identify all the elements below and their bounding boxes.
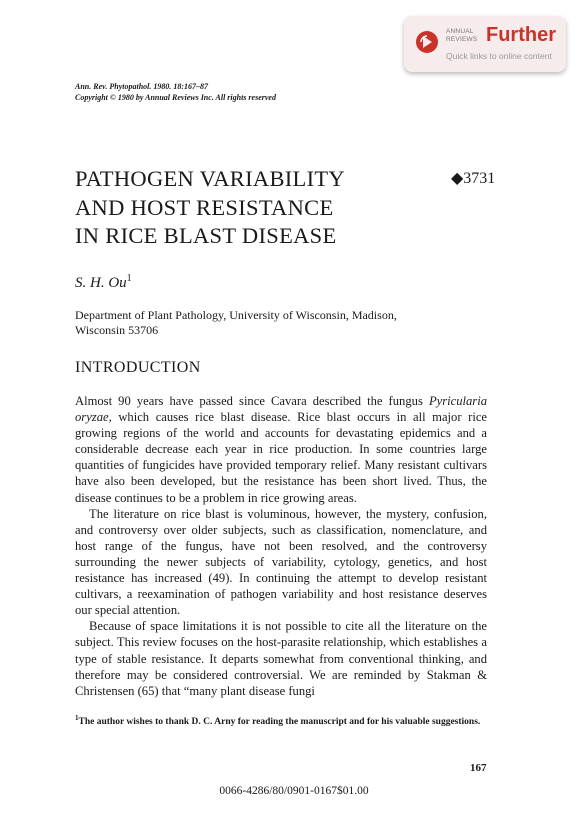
body-text — [75, 393, 487, 699]
paragraph-3: Because of space limitations it is not possible to cite all the literature on the subject. This review focuses on the host-parasite relationship, which establishes a type of stable resistance. It departs somewhat from conventional thinking, and therefore may be considered controversial. We are reminded by Stakman & Christensen (65) that “many plant disease fungi — [75, 619, 487, 698]
journal-header — [75, 81, 276, 103]
paragraph-2: The literature on rice blast is voluminous, however, the mystery, confusion, and controversy over older subjects, such as classification, nomenclature, and host range of the fungus, have not been resolved, and the controversy surrounding the newer subjects of variability, cytology, genetics, and host resistance has increased (49). In continuing the attempt to develop resistant cultivars, a reexamination of pathogen variability and host resistance deserves our special attention. — [75, 506, 487, 618]
section-heading: INTRODUCTION — [75, 359, 201, 376]
title-line: AND HOST RESISTANCE — [75, 194, 334, 220]
article-code: ◆3731 — [451, 170, 496, 187]
annual-reviews-logo-icon — [416, 31, 438, 53]
footnote-mark: 1 — [75, 714, 79, 722]
further-badge[interactable] — [404, 16, 566, 72]
doi-code: 0066-4286/80/0901-0167$01.00 — [219, 785, 369, 797]
footnote — [75, 712, 487, 729]
author-text: S. H. Ou — [75, 275, 127, 291]
article-title — [75, 165, 345, 251]
footnote-text: The author wishes to thank D. C. Arny for reading the manuscript and for his valuable suggestions. — [78, 717, 481, 728]
journal-citation: Ann. Rev. Phytopathol. 1980. 18:167–87 — [75, 82, 209, 91]
further-title[interactable]: Further — [486, 24, 556, 46]
affiliation — [75, 308, 495, 337]
page-number: 167 — [470, 762, 487, 774]
further-subtitle[interactable]: Quick links to online content — [446, 51, 552, 61]
copyright-line: Copyright © 1980 by Annual Reviews Inc. All rights reserved — [75, 93, 276, 102]
paragraph-1: Almost 90 years have passed since Cavara described the fungus Pyricularia oryzae, which causes rice blast disease. Rice blast occurs in all major rice growing regions of the world and accounts for devastating epidemics and a considerable decrease each year in rice production. In some countries large quantities of fungicides have provided temporary relief. Many resistant cultivars have also been developed, but the resistance has been short lived. Thus, the disease continues to be a problem in rice growing areas. — [75, 394, 487, 505]
author-footnote-mark: 1 — [126, 273, 132, 284]
author-name — [75, 275, 132, 292]
publisher-wordmark: ANNUAL REVIEWS — [446, 28, 478, 43]
affiliation-line: Wisconsin 53706 — [75, 322, 159, 337]
affiliation-line: Department of Plant Pathology, University of Wisconsin, Madison, — [75, 308, 397, 322]
title-line: PATHOGEN VARIABILITY — [75, 166, 345, 191]
title-line: IN RICE BLAST DISEASE — [75, 223, 337, 248]
